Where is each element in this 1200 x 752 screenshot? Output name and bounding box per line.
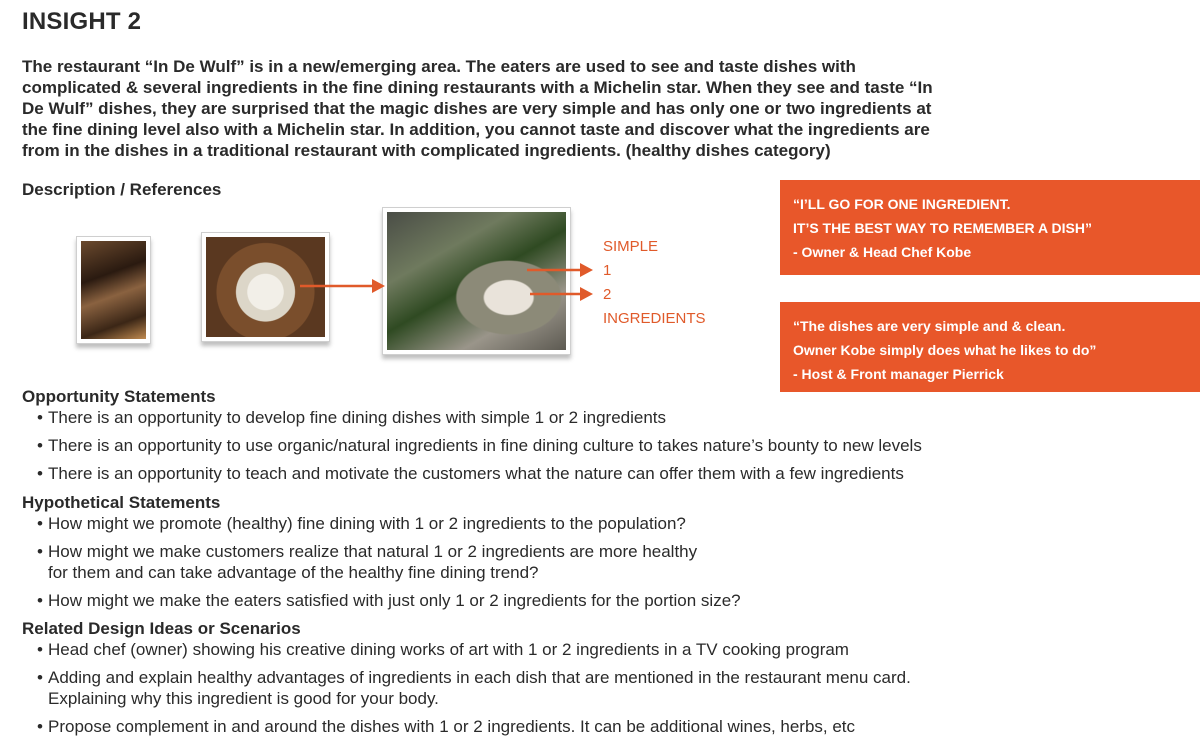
list-item: [37, 716, 855, 737]
opportunity-heading: Opportunity Statements: [22, 387, 216, 406]
list-item-text: How might we make customers realize that natural 1 or 2 ingredients are more healthy: [48, 542, 698, 561]
intro-line: complicated & several ingredients in the fine dining restaurants with a Michelin star. When they see and taste “In: [22, 78, 933, 97]
list-item: [37, 541, 697, 583]
intro-line: from in the dishes in a traditional restaurant with complicated ingredients. (healthy dishes category): [22, 141, 831, 160]
page-title: INSIGHT 2: [22, 8, 142, 35]
intro-line: the fine dining level also with a Michelin star. In addition, you cannot taste and discover what the ingredients are: [22, 120, 930, 139]
list-item: [37, 590, 741, 611]
intro-line: The restaurant “In De Wulf” is in a new/emerging area. The eaters are used to see and taste dishes with: [22, 57, 856, 76]
list-item: [37, 667, 911, 709]
hypothetical-heading: Hypothetical Statements: [22, 493, 221, 512]
intro-line: De Wulf” dishes, they are surprised that the magic dishes are very simple and has only one or two ingredients at: [22, 99, 932, 118]
list-item-text: There is an opportunity to teach and motivate the customers what the nature can offer them with a few ingredients: [48, 464, 904, 483]
quote-line: “The dishes are very simple and & clean.: [793, 318, 1066, 334]
bullet-dot: •: [37, 514, 43, 533]
label-one: 1: [603, 262, 612, 279]
quote-line: “I’LL GO FOR ONE INGREDIENT.: [793, 196, 1011, 212]
list-item-text: Head chef (owner) showing his creative dining works of art with 1 or 2 ingredients in a TV cooking program: [48, 640, 849, 659]
label-two: 2: [603, 286, 612, 303]
quote-line: Owner Kobe simply does what he likes to do”: [793, 342, 1097, 358]
arrow-head: [580, 287, 593, 301]
label-ingredients: INGREDIENTS: [603, 310, 706, 327]
list-item-text: How might we promote (healthy) fine dining with 1 or 2 ingredients to the population?: [48, 514, 686, 533]
quote-line: IT’S THE BEST WAY TO REMEMBER A DISH”: [793, 220, 1092, 236]
bullet-dot: •: [37, 542, 43, 561]
list-item-text: Propose complement in and around the dishes with 1 or 2 ingredients. It can be additional wines, herbs, etc: [48, 717, 856, 736]
bullet-dot: •: [37, 436, 43, 455]
bullet-dot: •: [37, 464, 43, 483]
bullet-dot: •: [37, 668, 43, 687]
list-item-text: for them and can take advantage of the healthy fine dining trend?: [48, 563, 539, 582]
quote-box-chef: [780, 180, 1200, 275]
list-item: [37, 435, 922, 456]
list-item: [37, 513, 686, 534]
bullet-dot: •: [37, 591, 43, 610]
label-simple: SIMPLE: [603, 238, 659, 255]
arrow-head: [372, 279, 385, 293]
bullet-dot: •: [37, 640, 43, 659]
list-item: [37, 407, 666, 428]
bullet-dot: •: [37, 717, 43, 736]
bullet-dot: •: [37, 408, 43, 427]
description-heading: Description / References: [22, 180, 222, 199]
list-item-text: There is an opportunity to use organic/natural ingredients in fine dining culture to takes nature’s bounty to new levels: [48, 436, 922, 455]
list-item-text: Explaining why this ingredient is good for your body.: [48, 689, 439, 708]
quote-box-host: [780, 302, 1200, 392]
related-heading: Related Design Ideas or Scenarios: [22, 619, 301, 638]
quote-attribution: - Owner & Head Chef Kobe: [793, 244, 972, 260]
list-item-text: Adding and explain healthy advantages of ingredients in each dish that are mentioned in the restaurant menu card.: [48, 668, 911, 687]
list-item: [37, 639, 849, 660]
list-item: [37, 463, 904, 484]
list-item-text: How might we make the eaters satisfied with just only 1 or 2 ingredients for the portion size?: [48, 591, 741, 610]
arrow-head: [580, 263, 593, 277]
quote-attribution: - Host & Front manager Pierrick: [793, 366, 1004, 382]
list-item-text: There is an opportunity to develop fine dining dishes with simple 1 or 2 ingredients: [48, 408, 667, 427]
